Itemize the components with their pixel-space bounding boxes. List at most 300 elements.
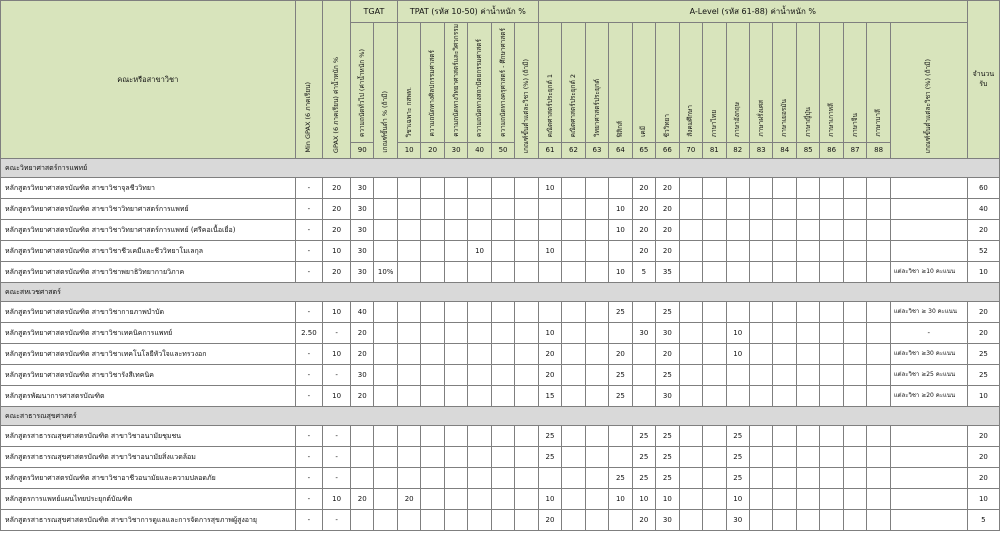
program-name: หลักสูตรการแพทย์แผนไทยประยุกต์บัณฑิต (1, 489, 296, 510)
alevel-subject-header (656, 23, 679, 143)
value-cell (703, 178, 726, 199)
table-row (1, 178, 1000, 199)
value-cell (562, 386, 585, 407)
alevel-subject-header (679, 23, 702, 143)
value-cell: 10 (468, 241, 491, 262)
table-row (1, 426, 1000, 447)
value-cell (796, 220, 819, 241)
value-cell: 25 (726, 426, 749, 447)
value-cell (421, 302, 444, 323)
alevel-code-cell: 64 (609, 143, 632, 159)
tpat-subject-label: เกณฑ์ขั้นต่ำแต่ละวิชา (%) (ถ้ามี) (522, 58, 531, 153)
value-cell: - (323, 323, 351, 344)
value-cell (632, 344, 655, 365)
value-cell (562, 302, 585, 323)
value-cell (867, 262, 890, 283)
value-cell: 20 (350, 344, 373, 365)
tpat-subject-header (444, 23, 467, 143)
table-row (1, 220, 1000, 241)
value-cell (397, 302, 420, 323)
value-cell (843, 178, 866, 199)
value-cell (843, 323, 866, 344)
value-cell: 10 (609, 199, 632, 220)
value-cell: - (323, 365, 351, 386)
value-cell (585, 220, 608, 241)
alevel-code-cell: 87 (843, 143, 866, 159)
alevel-code-cell: 82 (726, 143, 749, 159)
value-cell (468, 220, 491, 241)
value-cell (444, 386, 467, 407)
value-cell (609, 323, 632, 344)
value-cell (773, 262, 796, 283)
value-cell: 20 (538, 510, 561, 531)
alevel-subject-header (632, 23, 655, 143)
value-cell (585, 510, 608, 531)
value-cell (890, 468, 967, 489)
value-cell (609, 426, 632, 447)
value-cell (867, 386, 890, 407)
value-cell: - (323, 468, 351, 489)
value-cell: - (295, 426, 323, 447)
value-cell (890, 510, 967, 531)
faculty-column-header: คณะหรือสาขาวิชา (1, 1, 296, 159)
value-cell (726, 302, 749, 323)
alevel-code-cell: 63 (585, 143, 608, 159)
value-cell (703, 344, 726, 365)
value-cell (515, 178, 539, 199)
value-cell (397, 323, 420, 344)
value-cell (703, 510, 726, 531)
tpat-group-header: TPAT (รหัส 10-50) ค่าน้ำหนัก % (397, 1, 538, 23)
value-cell: แต่ละวิชา ≥ 30 คะแนน (890, 302, 967, 323)
value-cell (421, 199, 444, 220)
alevel-subject-header (867, 23, 890, 143)
value-cell (843, 302, 866, 323)
value-cell (703, 323, 726, 344)
table-row (1, 365, 1000, 386)
value-cell (374, 365, 397, 386)
value-cell (515, 220, 539, 241)
value-cell (867, 344, 890, 365)
gpax-weight-header (323, 1, 351, 159)
value-cell: - (295, 262, 323, 283)
value-cell: 10 (726, 323, 749, 344)
value-cell: แต่ละวิชา ≥25 คะแนน (890, 365, 967, 386)
value-cell (750, 344, 773, 365)
value-cell (515, 386, 539, 407)
value-cell (843, 468, 866, 489)
tgat-subject-header (374, 23, 397, 159)
value-cell (726, 178, 749, 199)
alevel-subject-header (773, 23, 796, 143)
value-cell (703, 241, 726, 262)
value-cell: 10 (323, 241, 351, 262)
value-cell (679, 199, 702, 220)
value-cell (562, 199, 585, 220)
value-cell: 25 (656, 365, 679, 386)
value-cell (397, 178, 420, 199)
value-cell: 20 (656, 241, 679, 262)
value-cell: 30 (350, 199, 373, 220)
value-cell: 25 (538, 447, 561, 468)
value-cell (679, 510, 702, 531)
value-cell (585, 241, 608, 262)
value-cell (444, 426, 467, 447)
program-name: หลักสูตรวิทยาศาสตรบัณฑิต สาขาวิชารังสีเทคนิค (1, 365, 296, 386)
value-cell (491, 386, 514, 407)
value-cell (468, 468, 491, 489)
tpat-subject-label: ความถนัดทางศิลปกรรมศาสตร์ (428, 50, 437, 137)
value-cell (750, 510, 773, 531)
alevel-subject-header (796, 23, 819, 143)
value-cell (350, 510, 373, 531)
value-cell (421, 220, 444, 241)
value-cell (867, 323, 890, 344)
value-cell (867, 220, 890, 241)
value-cell (374, 302, 397, 323)
value-cell (750, 302, 773, 323)
table-row (1, 468, 1000, 489)
tpat-subject-label: วิชาเฉพาะ กสพท. (404, 86, 413, 137)
value-cell (820, 220, 843, 241)
value-cell: 20 (632, 241, 655, 262)
value-cell: 10 (538, 178, 561, 199)
value-cell (679, 323, 702, 344)
value-cell (773, 365, 796, 386)
value-cell (843, 426, 866, 447)
value-cell (750, 426, 773, 447)
value-cell (444, 199, 467, 220)
value-cell (491, 468, 514, 489)
value-cell (468, 262, 491, 283)
value-cell (491, 447, 514, 468)
value-cell: 15 (538, 386, 561, 407)
value-cell: 25 (726, 447, 749, 468)
value-cell (703, 426, 726, 447)
value-cell (491, 365, 514, 386)
value-cell: 20 (538, 365, 561, 386)
alevel-subject-label: เคมี (639, 126, 648, 137)
value-cell: - (295, 489, 323, 510)
value-cell (350, 468, 373, 489)
alevel-subject-header (890, 23, 967, 159)
alevel-code-cell: 83 (750, 143, 773, 159)
value-cell: 2.50 (295, 323, 323, 344)
section-title: คณะวิทยาศาสตร์การแพทย์ (1, 159, 1000, 178)
value-cell (515, 489, 539, 510)
tgat-subject-label: เกณฑ์ขั้นต่ำ % (ถ้ามี) (381, 91, 390, 153)
value-cell (703, 365, 726, 386)
value-cell: 25 (609, 386, 632, 407)
value-cell (773, 302, 796, 323)
value-cell (515, 344, 539, 365)
value-cell (421, 178, 444, 199)
value-cell (374, 199, 397, 220)
tgat-subject-label: ความถนัดทั่วไป (ค่าน้ำหนัก %) (357, 49, 366, 137)
value-cell (867, 468, 890, 489)
program-name: หลักสูตรวิทยาศาสตรบัณฑิต สาขาวิชาจุลชีววิทยา (1, 178, 296, 199)
tgat-group-header: TGAT (350, 1, 397, 23)
alevel-subject-label: ชีววิทยา (662, 113, 671, 137)
value-cell (773, 241, 796, 262)
value-cell (820, 510, 843, 531)
header-row-groups (1, 1, 1000, 23)
value-cell (820, 323, 843, 344)
value-cell (796, 386, 819, 407)
tgat-code-cell: 90 (350, 143, 373, 159)
value-cell (491, 510, 514, 531)
value-cell: - (295, 365, 323, 386)
alevel-code-cell: 65 (632, 143, 655, 159)
alevel-subject-header (726, 23, 749, 143)
value-cell (820, 447, 843, 468)
table-row (1, 241, 1000, 262)
value-cell (703, 220, 726, 241)
value-cell (374, 426, 397, 447)
value-cell (515, 262, 539, 283)
value-cell: 5 (967, 510, 999, 531)
value-cell (444, 241, 467, 262)
program-name: หลักสูตรวิทยาศาสตรบัณฑิต สาขาวิชากายภาพบำบัด (1, 302, 296, 323)
value-cell (585, 447, 608, 468)
value-cell: 25 (967, 344, 999, 365)
value-cell (397, 510, 420, 531)
value-cell: 20 (350, 386, 373, 407)
value-cell (562, 323, 585, 344)
value-cell (374, 241, 397, 262)
value-cell (703, 489, 726, 510)
value-cell (843, 365, 866, 386)
value-cell (867, 447, 890, 468)
value-cell (421, 468, 444, 489)
alevel-code-cell: 61 (538, 143, 561, 159)
value-cell (796, 302, 819, 323)
value-cell: 20 (632, 199, 655, 220)
value-cell: 20 (656, 178, 679, 199)
alevel-subject-label: สังคมศึกษา (686, 105, 695, 137)
value-cell: 20 (323, 220, 351, 241)
seats-header (967, 1, 999, 159)
alevel-subject-label: ภาษาบาลี (874, 109, 883, 137)
value-cell (374, 510, 397, 531)
value-cell (491, 199, 514, 220)
value-cell: 25 (538, 426, 561, 447)
value-cell: 20 (397, 489, 420, 510)
value-cell: - (295, 302, 323, 323)
alevel-subject-label: ภาษาญี่ปุ่น (803, 107, 812, 137)
value-cell (491, 302, 514, 323)
value-cell (562, 344, 585, 365)
value-cell (890, 199, 967, 220)
value-cell (397, 220, 420, 241)
value-cell (421, 344, 444, 365)
value-cell (421, 365, 444, 386)
value-cell (890, 220, 967, 241)
value-cell (867, 426, 890, 447)
value-cell (515, 447, 539, 468)
tpat-subject-label: ความถนัดทางวิทยาศาสตร์และวิศวกรรม (451, 24, 460, 137)
value-cell: 20 (538, 344, 561, 365)
value-cell (796, 262, 819, 283)
tpat-subject-header (515, 23, 539, 159)
value-cell: 10 (323, 302, 351, 323)
value-cell: 10 (538, 489, 561, 510)
tpat-subject-label: ความถนัดทางสถาปัตยกรรมศาสตร์ (475, 38, 484, 137)
value-cell (515, 241, 539, 262)
alevel-subject-header (562, 23, 585, 143)
alevel-subject-label: คณิตศาสตร์ประยุกต์ 1 (545, 73, 554, 137)
value-cell (843, 489, 866, 510)
value-cell (679, 344, 702, 365)
value-cell (609, 178, 632, 199)
alevel-subject-label: ภาษาไทย (709, 109, 718, 137)
alevel-subject-header (609, 23, 632, 143)
value-cell (703, 386, 726, 407)
value-cell (585, 323, 608, 344)
value-cell (350, 426, 373, 447)
value-cell (679, 241, 702, 262)
table-header (1, 1, 1000, 159)
value-cell: 30 (350, 241, 373, 262)
value-cell (820, 241, 843, 262)
value-cell (374, 468, 397, 489)
alevel-code-cell: 62 (562, 143, 585, 159)
value-cell: 10 (538, 323, 561, 344)
tpat-code-cell: 10 (397, 143, 420, 159)
value-cell (796, 510, 819, 531)
seats-label: จำนวนรับ (972, 69, 995, 88)
value-cell (421, 489, 444, 510)
value-cell: 20 (350, 489, 373, 510)
value-cell (726, 365, 749, 386)
value-cell (538, 220, 561, 241)
value-cell (632, 302, 655, 323)
value-cell (515, 365, 539, 386)
value-cell: 20 (632, 220, 655, 241)
value-cell: 20 (656, 220, 679, 241)
value-cell (421, 262, 444, 283)
value-cell (867, 241, 890, 262)
value-cell (397, 386, 420, 407)
value-cell (444, 178, 467, 199)
value-cell (444, 510, 467, 531)
value-cell (421, 447, 444, 468)
section-row (1, 407, 1000, 426)
value-cell (773, 489, 796, 510)
value-cell (796, 178, 819, 199)
value-cell (679, 220, 702, 241)
alevel-code-cell: 81 (703, 143, 726, 159)
value-cell: 10 (609, 262, 632, 283)
value-cell (703, 302, 726, 323)
value-cell (726, 262, 749, 283)
value-cell (679, 468, 702, 489)
value-cell (750, 447, 773, 468)
value-cell: 30 (350, 365, 373, 386)
value-cell (562, 178, 585, 199)
value-cell (538, 302, 561, 323)
value-cell (820, 426, 843, 447)
value-cell (444, 220, 467, 241)
value-cell (820, 386, 843, 407)
value-cell: 10 (323, 386, 351, 407)
value-cell (421, 323, 444, 344)
alevel-subject-label: ภาษาเกาหลี (827, 103, 836, 137)
value-cell (843, 241, 866, 262)
value-cell (397, 344, 420, 365)
value-cell (491, 426, 514, 447)
alevel-code-cell: 84 (773, 143, 796, 159)
tpat-subject-header (421, 23, 444, 143)
value-cell (750, 241, 773, 262)
value-cell: - (295, 468, 323, 489)
value-cell (468, 323, 491, 344)
value-cell (515, 510, 539, 531)
program-name: หลักสูตรวิทยาศาสตรบัณฑิต สาขาวิชาเทคโนโลยีหัวใจและทรวงอก (1, 344, 296, 365)
value-cell (890, 178, 967, 199)
value-cell (773, 344, 796, 365)
value-cell (585, 468, 608, 489)
value-cell: 10 (726, 344, 749, 365)
value-cell: 25 (632, 447, 655, 468)
value-cell (820, 178, 843, 199)
value-cell: 25 (609, 468, 632, 489)
value-cell: 10% (374, 262, 397, 283)
value-cell (468, 178, 491, 199)
value-cell (867, 489, 890, 510)
tpat-subject-header (491, 23, 514, 143)
value-cell (703, 262, 726, 283)
value-cell: 20 (967, 220, 999, 241)
value-cell: 10 (967, 489, 999, 510)
value-cell (726, 241, 749, 262)
value-cell: 30 (632, 323, 655, 344)
value-cell: 10 (609, 489, 632, 510)
alevel-subject-header (820, 23, 843, 143)
value-cell (468, 199, 491, 220)
value-cell (397, 199, 420, 220)
value-cell: - (323, 510, 351, 531)
value-cell (773, 178, 796, 199)
value-cell (397, 447, 420, 468)
value-cell (773, 447, 796, 468)
value-cell (750, 178, 773, 199)
value-cell: - (295, 241, 323, 262)
value-cell (820, 468, 843, 489)
value-cell: 25 (656, 468, 679, 489)
value-cell: 25 (632, 468, 655, 489)
alevel-subject-header (750, 23, 773, 143)
value-cell: - (295, 199, 323, 220)
alevel-subject-header (538, 23, 561, 143)
value-cell: 25 (656, 426, 679, 447)
value-cell: 30 (656, 323, 679, 344)
value-cell (444, 489, 467, 510)
table-row (1, 489, 1000, 510)
table-row (1, 302, 1000, 323)
value-cell (843, 199, 866, 220)
value-cell: - (323, 426, 351, 447)
value-cell (421, 241, 444, 262)
value-cell (890, 447, 967, 468)
min-gpax-label: Min GPAX (6 ภาคเรียน) (304, 82, 313, 153)
value-cell (444, 323, 467, 344)
value-cell (679, 365, 702, 386)
value-cell (468, 344, 491, 365)
value-cell: 52 (967, 241, 999, 262)
value-cell (773, 323, 796, 344)
value-cell (679, 489, 702, 510)
